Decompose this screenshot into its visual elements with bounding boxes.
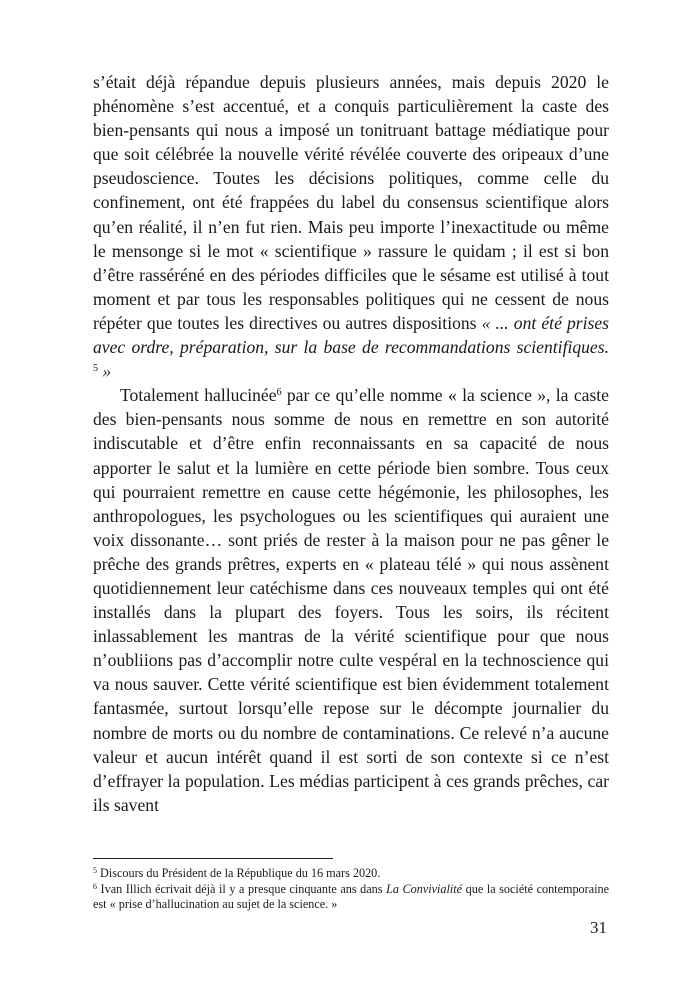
footnote-6	[93, 882, 609, 913]
paragraph-1-quote-end: »	[102, 361, 112, 382]
paragraph-2-text: par ce qu’elle nomme « la science », la caste des bien-pensants nous somme de nous en remettre en son autorité indiscutable et d’être enfin reconnaissants en sa capacité de nous apporter le salut et la lumière en cette période bien sombre. Tous ceux qui pourraient remettre en cause cette hégémonie, les philosophes, les anthropologues, les psychologues ou les scientifiques qui auraient une voix dissonante… sont priés de rester à la maison pour ne pas gêner le prêche des grands prêtres, experts en « plateau télé » qui nous assènent quotidiennement leur catéchisme dans ces nouveaux temples qui ont été installés dans la plupart des foyers. Tous les soirs, ils récitent inlassablement les mantras de la vérité scientifique pour que nous n’oubliions pas d’accomplir notre culte vespéral en la technoscience qui va nous sauver. Cette vérité scientifique est bien évidemment totalement fantasmée, surtout lorsqu’elle repose sur le décompte journalier du nombre de morts ou du nombre de contaminations. Ce relevé n’a aucune valeur et aucun intérêt quand il est sorti de son contexte si ce n’est d’effrayer la population. Les médias participent à ces grands prêches, car ils savent	[93, 385, 609, 815]
paragraph-1-text: s’était déjà répandue depuis plusieurs années, mais depuis 2020 le phénomène s’est accentué, et a conquis particulièrement la caste des bien-pensants qui nous a imposé un tonitruant battage médiatique pour que soit célébrée la nouvelle vérité révélée couverte des oripeaux d’une pseudoscience. Toutes les décisions politiques, comme celle du confinement, ont été frappées du label du consensus scientifique alors qu’en réalité, il n’en fut rien. Mais peu importe l’inexactitude ou même le mensonge si le mot « scientifique » rassure le quidam ; il est si bon d’être rasséréné en des périodes difficiles que le sésame est utilisé à tout moment et par tous les responsables politiques qui ne cessent de nous répéter que toutes les directives ou autres dispositions	[93, 72, 609, 333]
page-body	[93, 70, 609, 817]
page-number: 31	[590, 918, 607, 937]
footnote-6-text-after: que la société contemporaine est « prise d’hallucination au sujet de la science. »	[93, 881, 609, 911]
footnote-5	[93, 866, 609, 882]
paragraph-1	[93, 70, 609, 383]
paragraph-2	[93, 383, 609, 817]
paragraph-1-quote: « ... ont été prises avec ordre, préparation, sur la base de recommandations scientifiques.	[93, 312, 610, 358]
footnote-6-text-before: Ivan Illich écrivait déjà il y a presque cinquante ans dans	[97, 881, 387, 896]
footnote-5-number: 5	[93, 866, 97, 875]
paragraph-2-lead: Totalement hallucinée	[120, 385, 277, 406]
footnote-ref-5[interactable]: 5	[93, 363, 98, 375]
footnote-6-book-title: La Convivialité	[386, 881, 463, 896]
footnote-6-number: 6	[93, 881, 97, 891]
footnote-5-text: Discours du Président de la République du 16 mars 2020.	[97, 866, 381, 880]
footnote-divider	[93, 858, 333, 859]
footnote-ref-6[interactable]: 6	[276, 387, 282, 399]
footnotes	[93, 866, 609, 913]
